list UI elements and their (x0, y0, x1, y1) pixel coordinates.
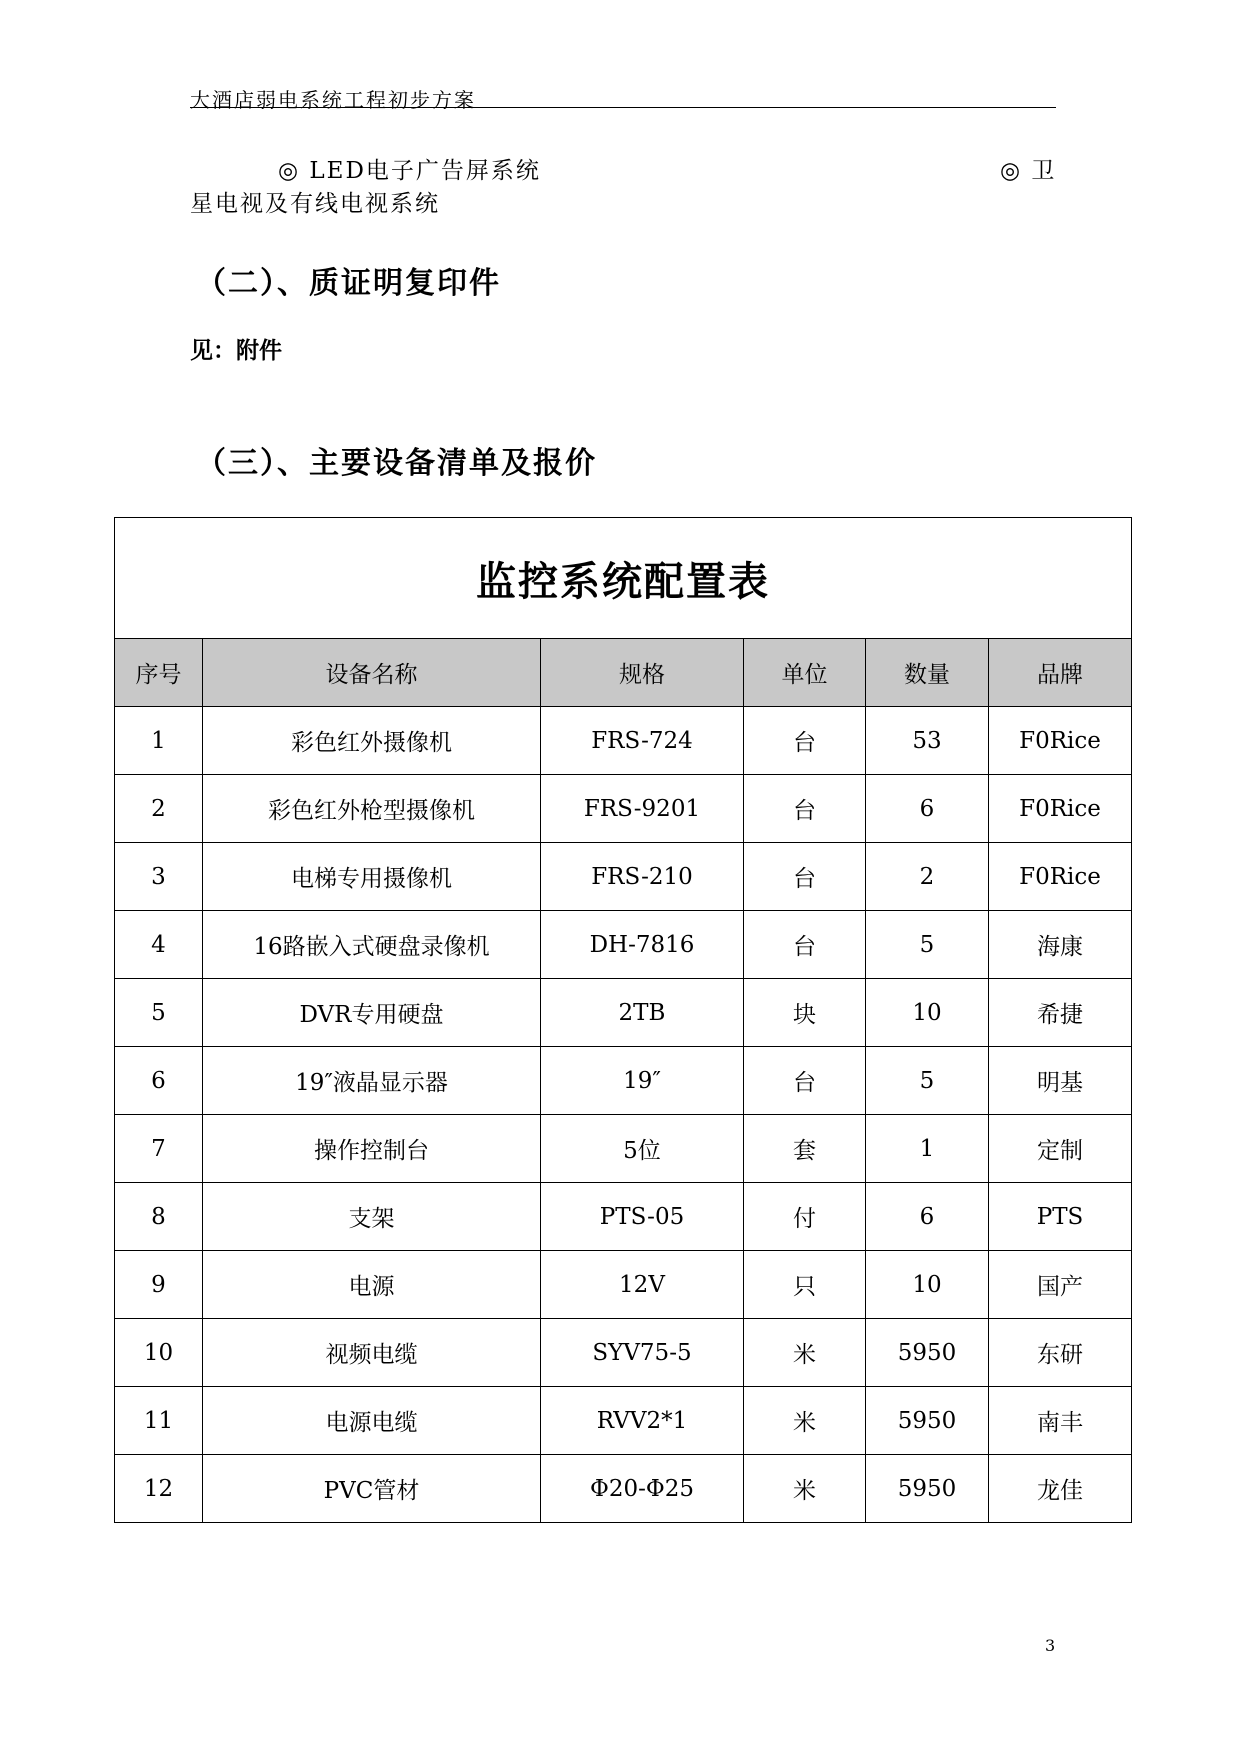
cell-spec: 19″ (541, 1047, 744, 1115)
cell-device-name: 操作控制台 (203, 1115, 541, 1183)
table-row (115, 843, 1132, 911)
header-rule (190, 107, 1056, 108)
column-header-unit: 单位 (744, 639, 866, 707)
cell-spec: DH-7816 (541, 911, 744, 979)
column-header-quantity: 数量 (866, 639, 989, 707)
column-header-device-name: 设备名称 (203, 639, 541, 707)
table-row (115, 1183, 1132, 1251)
cell-spec: 12V (541, 1251, 744, 1319)
cell-brand: 南丰 (989, 1387, 1132, 1455)
cell-unit: 套 (744, 1115, 866, 1183)
cell-spec: PTS-05 (541, 1183, 744, 1251)
table-title: 监控系统配置表 (115, 518, 1132, 639)
cell-unit: 米 (744, 1387, 866, 1455)
cell-device-name: 电源电缆 (203, 1387, 541, 1455)
cell-index: 9 (115, 1251, 203, 1319)
cell-quantity: 5950 (866, 1455, 989, 1523)
cell-index: 6 (115, 1047, 203, 1115)
cell-brand: 定制 (989, 1115, 1132, 1183)
cell-quantity: 1 (866, 1115, 989, 1183)
cell-unit: 米 (744, 1455, 866, 1523)
table-row (115, 1251, 1132, 1319)
cell-unit: 台 (744, 707, 866, 775)
cell-index: 8 (115, 1183, 203, 1251)
cell-device-name: 彩色红外摄像机 (203, 707, 541, 775)
cell-spec: 5位 (541, 1115, 744, 1183)
cell-device-name: 19″液晶显示器 (203, 1047, 541, 1115)
cell-index: 1 (115, 707, 203, 775)
cell-device-name: PVC管材 (203, 1455, 541, 1523)
cell-unit: 块 (744, 979, 866, 1047)
cell-quantity: 10 (866, 979, 989, 1047)
table-row (115, 775, 1132, 843)
cell-unit: 台 (744, 911, 866, 979)
column-header-brand: 品牌 (989, 639, 1132, 707)
cell-index: 2 (115, 775, 203, 843)
column-header-spec: 规格 (541, 639, 744, 707)
cell-device-name: 彩色红外枪型摄像机 (203, 775, 541, 843)
see-attachment-text: 见：附件 (190, 338, 282, 364)
page-number: 3 (1045, 1636, 1056, 1655)
cell-spec: 2TB (541, 979, 744, 1047)
cell-index: 4 (115, 911, 203, 979)
cell-index: 3 (115, 843, 203, 911)
cell-quantity: 53 (866, 707, 989, 775)
cell-quantity: 5 (866, 911, 989, 979)
cell-spec: FRS-9201 (541, 775, 744, 843)
bullet-led-screen: ◎ LED电子广告屏系统 (278, 158, 541, 184)
cell-device-name: 电梯专用摄像机 (203, 843, 541, 911)
section-title-equipment-list: （三）、主要设备清单及报价 (196, 446, 597, 481)
cell-brand: PTS (989, 1183, 1132, 1251)
cell-device-name: 支架 (203, 1183, 541, 1251)
table-row (115, 1319, 1132, 1387)
cell-device-name: DVR专用硬盘 (203, 979, 541, 1047)
cell-quantity: 2 (866, 843, 989, 911)
cell-device-name: 16路嵌入式硬盘录像机 (203, 911, 541, 979)
cell-spec: SYV75-5 (541, 1319, 744, 1387)
cell-brand: 国产 (989, 1251, 1132, 1319)
table-row (115, 979, 1132, 1047)
cell-brand: 龙佳 (989, 1455, 1132, 1523)
cell-brand: 东研 (989, 1319, 1132, 1387)
cell-unit: 付 (744, 1183, 866, 1251)
cell-index: 12 (115, 1455, 203, 1523)
cell-quantity: 6 (866, 775, 989, 843)
cell-quantity: 6 (866, 1183, 989, 1251)
cell-quantity: 5950 (866, 1319, 989, 1387)
cell-quantity: 10 (866, 1251, 989, 1319)
table-row (115, 707, 1132, 775)
cell-index: 11 (115, 1387, 203, 1455)
cell-index: 10 (115, 1319, 203, 1387)
table-row (115, 1455, 1132, 1523)
section-title-certificates: （二）、质证明复印件 (196, 266, 501, 301)
cell-device-name: 视频电缆 (203, 1319, 541, 1387)
cell-quantity: 5950 (866, 1387, 989, 1455)
table-row (115, 1047, 1132, 1115)
cell-quantity: 5 (866, 1047, 989, 1115)
column-header-index: 序号 (115, 639, 203, 707)
cell-brand: F0Rice (989, 843, 1132, 911)
cell-unit: 只 (744, 1251, 866, 1319)
cell-unit: 台 (744, 1047, 866, 1115)
cell-spec: Φ20-Φ25 (541, 1455, 744, 1523)
cell-index: 5 (115, 979, 203, 1047)
cell-spec: RVV2*1 (541, 1387, 744, 1455)
table-row (115, 1115, 1132, 1183)
cell-brand: F0Rice (989, 775, 1132, 843)
cell-brand: 海康 (989, 911, 1132, 979)
cell-brand: F0Rice (989, 707, 1132, 775)
cell-brand: 希捷 (989, 979, 1132, 1047)
cell-unit: 米 (744, 1319, 866, 1387)
cell-spec: FRS-210 (541, 843, 744, 911)
cell-brand: 明基 (989, 1047, 1132, 1115)
cell-device-name: 电源 (203, 1251, 541, 1319)
cell-unit: 台 (744, 843, 866, 911)
table-row (115, 911, 1132, 979)
running-header: 大酒店弱电系统工程初步方案 (190, 88, 476, 112)
cell-index: 7 (115, 1115, 203, 1183)
cell-spec: FRS-724 (541, 707, 744, 775)
cell-unit: 台 (744, 775, 866, 843)
table-row (115, 1387, 1132, 1455)
config-table (114, 517, 1132, 1523)
bullet-satellite-tv: ◎ 卫 (1000, 158, 1057, 184)
table-header-row (115, 639, 1132, 707)
bullet-continuation: 星电视及有线电视系统 (190, 191, 440, 217)
